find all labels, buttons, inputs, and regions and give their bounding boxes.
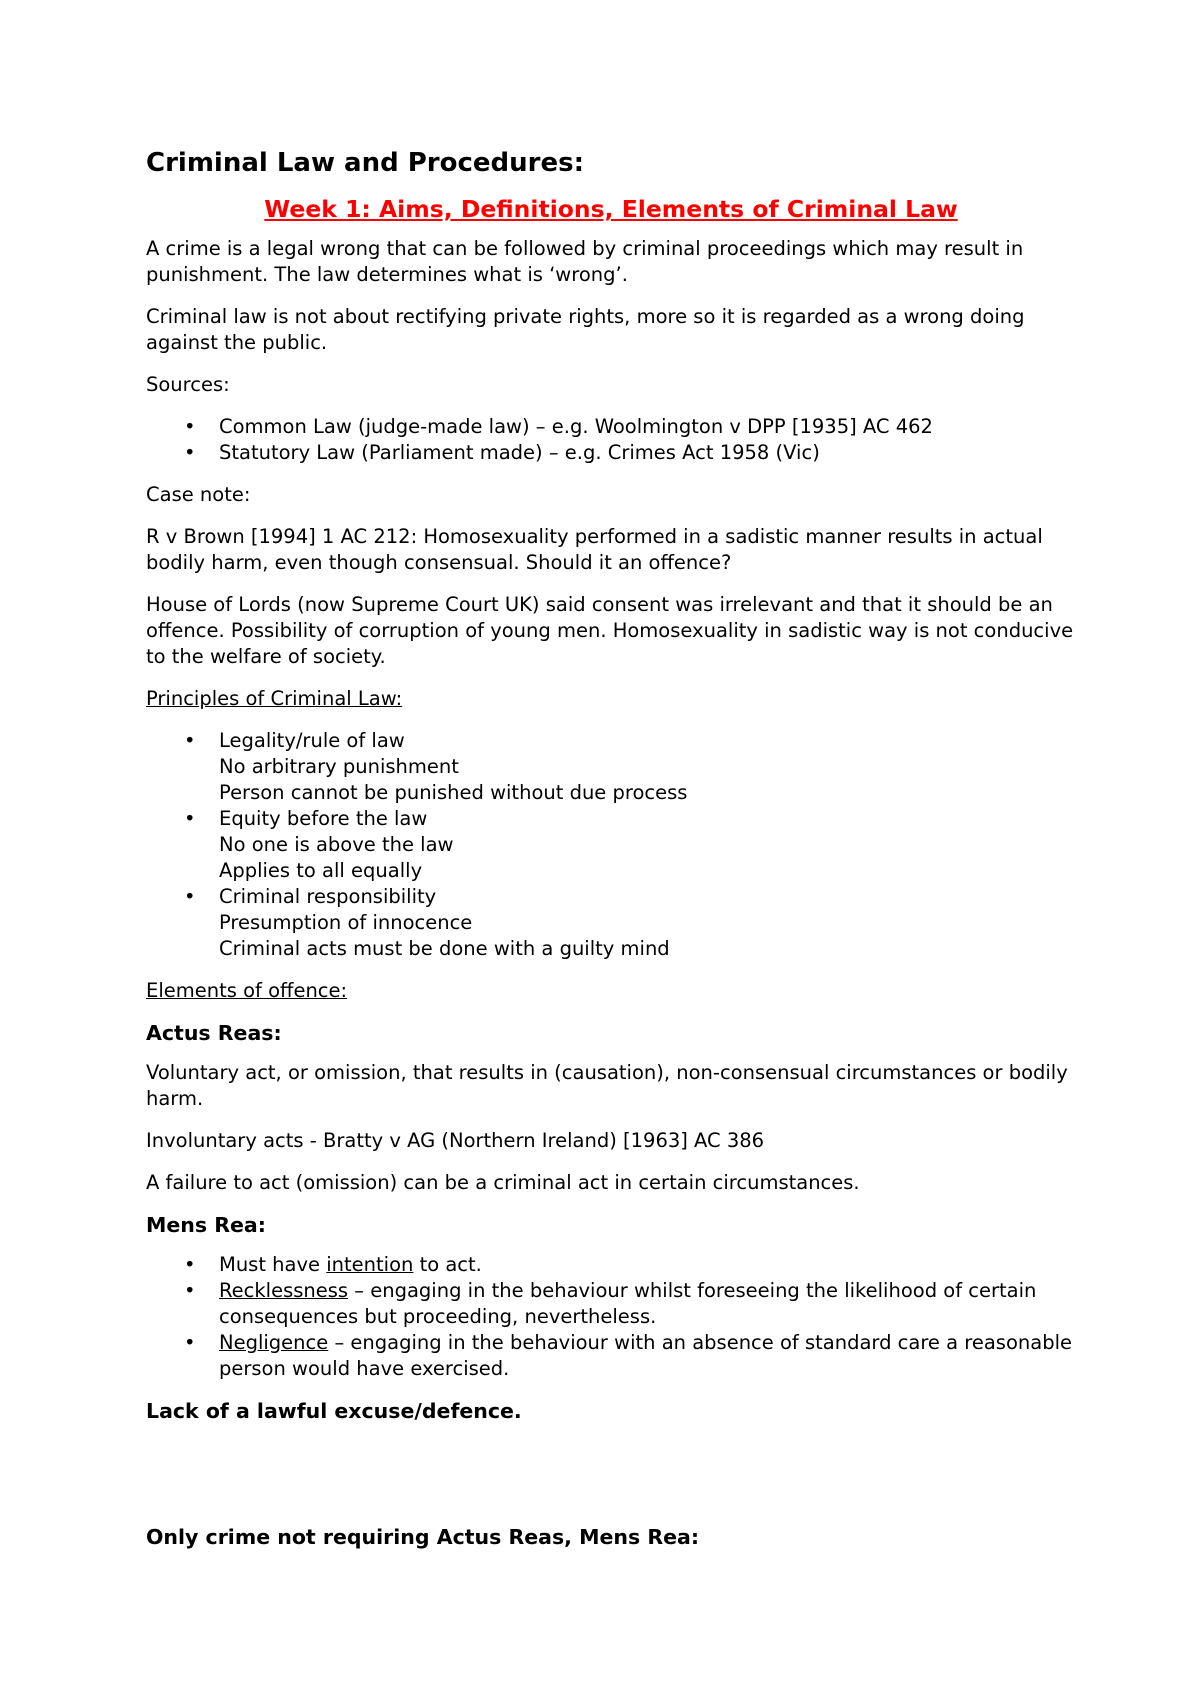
principle-line: No arbitrary punishment [219,755,459,778]
principles-heading: Principles of Criminal Law: [146,687,403,710]
mens-rea-list [146,1252,1076,1382]
document-title: Criminal Law and Procedures: [146,148,584,178]
principle-line: Criminal acts must be done with a guilty mind [219,937,670,960]
actus-reas-paragraph-1: Voluntary act, or omission, that results in (causation), non-consensual circumstances or bodily harm. [146,1061,1068,1110]
principles-list [146,728,1076,962]
actus-reas-heading: Actus Reas: [146,1021,282,1045]
mens-rea-after: – engaging in the behaviour whilst foreseeing the likelihood of certain consequences but proceeding, nevertheless. [219,1279,1037,1328]
week-heading: Week 1: Aims, Definitions, Elements of Criminal Law [264,195,958,223]
principle-line: Person cannot be punished without due process [219,781,688,804]
bullet-icon: • [184,1279,196,1302]
bullet-icon: • [184,729,196,752]
list-item [146,806,1076,884]
bullet-icon: • [184,441,196,464]
mens-rea-heading: Mens Rea: [146,1213,266,1237]
source-item-text: Common Law (judge-made law) – e.g. Woolmington v DPP [1935] AC 462 [219,415,933,438]
mens-rea-after: to act. [413,1253,482,1276]
sources-label: Sources: [146,373,230,396]
bullet-icon: • [184,415,196,438]
list-item [146,1278,1076,1330]
source-item-text: Statutory Law (Parliament made) – e.g. Crimes Act 1958 (Vic) [219,441,820,464]
document-content [146,146,1076,1564]
bullet-icon: • [184,1253,196,1276]
list-item [146,414,1076,440]
case-note-label: Case note: [146,483,251,506]
bullet-icon: • [184,1331,196,1354]
mens-rea-term: intention [326,1253,414,1276]
sources-list [146,414,1076,466]
principle-title: Legality/rule of law [219,729,405,752]
list-item [146,1252,1076,1278]
list-item [146,728,1076,806]
list-item [146,1330,1076,1382]
list-item [146,884,1076,962]
lack-of-excuse-heading: Lack of a lawful excuse/defence. [146,1399,522,1423]
intro-paragraph-2: Criminal law is not about rectifying private rights, more so it is regarded as a wrong doing against the public. [146,305,1025,354]
elements-heading: Elements of offence: [146,979,348,1002]
intro-paragraph-1: A crime is a legal wrong that can be followed by criminal proceedings which may result in punishment. The law determines what is ‘wrong’. [146,237,1024,286]
principle-line: No one is above the law [219,833,454,856]
bullet-icon: • [184,807,196,830]
mens-rea-before: Must have [219,1253,327,1276]
mens-rea-term: Negligence [219,1331,329,1354]
spacer [146,1438,1076,1524]
only-crime-heading: Only crime not requiring Actus Reas, Mens Rea: [146,1525,700,1549]
list-item [146,440,1076,466]
principle-title: Equity before the law [219,807,428,830]
actus-reas-paragraph-2: Involuntary acts - Bratty v AG (Northern Ireland) [1963] AC 386 [146,1129,765,1152]
case-note-paragraph-2: House of Lords (now Supreme Court UK) said consent was irrelevant and that it should be an offence. Possibility of corruption of young men. Homosexuality in sadistic way is not conducive to the welfare of society. [146,593,1074,668]
bullet-icon: • [184,885,196,908]
principle-line: Applies to all equally [219,859,423,882]
mens-rea-term: Recklessness [219,1279,349,1302]
case-note-paragraph-1: R v Brown [1994] 1 AC 212: Homosexuality performed in a sadistic manner results in actual bodily harm, even though consensual. Should it an offence? [146,525,1043,574]
actus-reas-paragraph-3: A failure to act (omission) can be a criminal act in certain circumstances. [146,1171,860,1194]
principle-line: Presumption of innocence [219,911,473,934]
mens-rea-after: – engaging in the behaviour with an absence of standard care a reasonable person would have exercised. [219,1331,1072,1380]
principle-title: Criminal responsibility [219,885,437,908]
